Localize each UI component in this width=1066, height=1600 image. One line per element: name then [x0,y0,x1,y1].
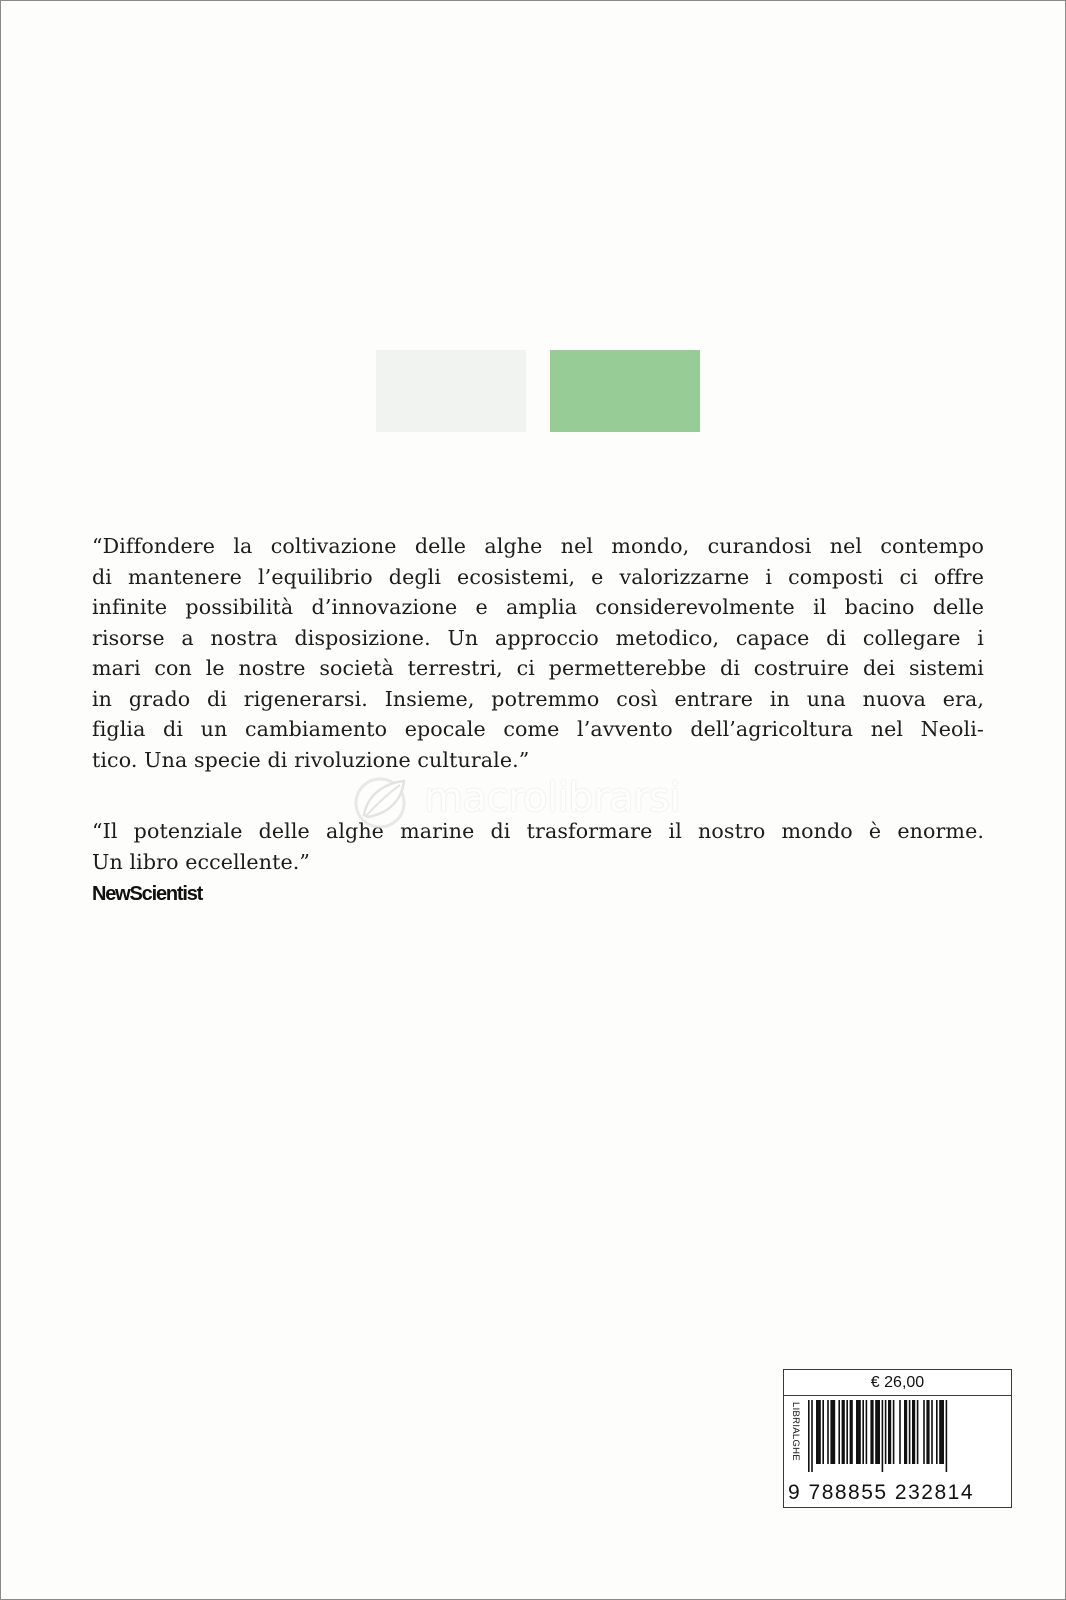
barcode-bar [882,1400,884,1472]
price-label: € 26,00 [784,1370,1011,1396]
barcode-bar [939,1400,944,1464]
barcode-bar [946,1400,948,1472]
barcode-bar [936,1400,938,1464]
barcode-bar [917,1400,919,1464]
barcode-bar [816,1400,821,1464]
newscientist-logo: NewScientist [92,883,203,905]
watermark [346,771,746,831]
barcode-label [783,1369,1012,1508]
barcode-bar [931,1400,933,1464]
barcode-bar [899,1400,901,1464]
barcode-bar [838,1400,840,1464]
barcode-bar [888,1400,891,1464]
watermark-text: macrolibrarsi [424,775,680,821]
barcode-bar [912,1400,915,1464]
barcode-bar [862,1400,864,1464]
barcode-bar [856,1400,861,1464]
barcode-bar [850,1400,853,1464]
leaf-icon [346,773,416,829]
barcode-bar [866,1400,868,1464]
quote-line: di mantenere l’equilibrio degli ecosistemi, e valorizzarne i composti ci offre [92,564,984,589]
color-swatch-green [550,350,700,432]
barcode-bar [808,1400,810,1472]
barcode-bar [846,1400,848,1464]
barcode-bar [830,1400,835,1464]
quote-line: figlia di un cambiamento epocale come l’avvento dell’agricoltura nel Neoli- [92,717,984,741]
product-code: LIBRIALGHE [790,1402,801,1461]
barcode-bar [875,1400,880,1464]
barcode-bar [822,1400,824,1464]
quote-line: in grado di rigenerarsi. Insieme, potremmo così entrare in una nuova era, [92,686,984,711]
barcode-bar [923,1400,925,1464]
isbn-number: 9 788855 232814 [788,1481,974,1504]
barcode-bar [870,1400,873,1464]
quote-line: infinite possibilità d’innovazione e amplia considerevolmente il bacino delle [92,595,984,619]
quote-line: risorse a nostra disposizione. Un approccio metodico, capace di collegare i [92,625,984,650]
quote-line: tico. Una specie di rivoluzione culturale.” [92,747,530,772]
quote-line: Un libro eccellente.” [92,849,311,874]
quote-line: “Diffondere la coltivazione delle alghe nel mondo, curandosi nel contempo [92,534,984,558]
color-swatch-light [376,350,526,432]
barcode-bar [893,1400,895,1464]
quote-line: “Il potenziale delle alghe marine di trasformare il nostro mondo è enorme. [92,819,984,843]
barcode-bar [885,1400,887,1464]
barcode-icon [806,1400,1006,1472]
quote-main [92,531,984,775]
barcode-bar [909,1400,911,1464]
barcode-bar [811,1400,813,1472]
barcode-bar [904,1400,907,1464]
quote-line: mari con le nostre società terrestri, ci permetterebbe di costruire dei sistemi [92,656,984,680]
barcode-bar [926,1400,929,1464]
barcode-bar [827,1400,829,1464]
barcode-bar [842,1400,845,1464]
